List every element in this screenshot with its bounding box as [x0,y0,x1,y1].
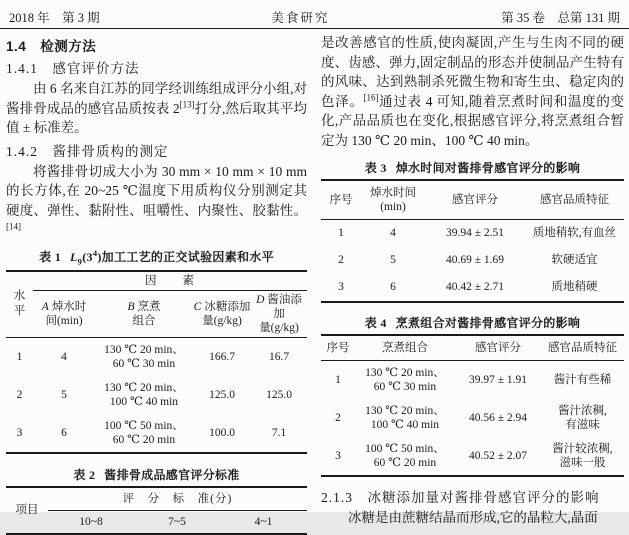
table2-title: 表 2 酱排骨成品感官评分标准 [73,467,240,482]
section-heading-1-4-2: 1.4.2 酱排骨质构的测定 [6,143,169,159]
paragraph-sensory-method [6,79,307,138]
table-row: 1 4 130 ℃ 20 min、 60 ℃ 30 min 166.7 16.7 [6,337,307,376]
table-row: 2 130 ℃ 20 min、 100 ℃ 40 min 40.56 ± 2.94 酱汁浓稠, 有滋味 [321,399,624,437]
citation-14: [14] [6,221,21,232]
cooking-combo: 130 ℃ 20 min、 60 ℃ 30 min [365,366,445,393]
table2 [6,486,307,535]
table1-header-row-1 [6,271,307,291]
paragraph-sugar-intro: 冰糖是由蔗糖结晶而形成,它的晶粒大,晶面 [348,509,598,525]
table-row: 1 130 ℃ 20 min、 60 ℃ 30 min 39.97 ± 1.91 酱汁有些稀 [321,360,624,399]
table-row: 3 6 100 ℃ 50 min、 60 ℃ 20 min 100.0 7.1 [6,414,307,453]
paragraph-text: 通过表 4 可知,随着烹煮时间和温度的变化,产品品质也在变化,根据感官评分,将烹煮组合暂定为 130 ℃ 20 min、100 ℃ 40 min。 [321,93,625,148]
header-volume: 第 35 卷 总第 131 期 [501,11,620,25]
blanching-time-header: 焯水时间 (min) [361,180,425,220]
citation-13: [13] [179,99,195,110]
table2-item-header: 项目 [15,504,39,517]
paragraph-text: 由 6 名来自江苏的同学经训练组成评分小组,对酱排骨成品的感官品质按表 2 [6,81,307,116]
cooking-combo: 130 ℃ 20 min、 100 ℃ 40 min [365,404,445,431]
table1-col-B: B 烹煮 组合 [95,290,193,337]
table4 [321,334,624,477]
paragraph-texture-method [6,162,307,240]
journal-title: 美食研究 [271,11,330,25]
cooking-combo: 130 ℃ 20 min、 60 ℃ 30 min [104,343,184,370]
table1-header-row-2 [6,290,307,337]
table-row: 2 5 130 ℃ 20 min、 100 ℃ 40 min 125.0 125.0 [6,376,307,414]
table1-col-A: A 焯水时 间(min) [33,290,95,337]
header-year-issue: 2018 年 第 3 期 [9,11,100,25]
cooking-combo: 130 ℃ 20 min、 100 ℃ 40 min [104,381,184,408]
quality-feature: 酱汁浓稠, 有滋味 [558,404,607,431]
section-heading-1-4-1: 1.4.1 感官评价方法 [6,61,140,76]
table3-title: 表 3 焯水时间对酱排骨感官评分的影响 [364,160,581,175]
right-column [321,32,624,535]
paragraph-text: 将酱排骨切成大小为 30 mm × 10 mm × 10 mm 的长方体,在 20~25 ℃温度下用质构仪分别测定其硬度、弹性、黏附性、咀嚼性、内聚性、胶黏性。 [6,163,307,218]
table4-title: 表 4 烹煮组合对酱排骨感官评分的影响 [364,315,581,330]
quality-feature: 酱汁较浓稠, 滋味一般 [552,442,613,469]
table1-factor-spanner: 因 素 [33,271,307,291]
section-heading-2-1-3: 2.1.3 冰糖添加量对酱排骨感官评分的影响 [321,489,600,505]
section-heading-1-4: 1.4 检测方法 [6,39,97,54]
table-row: 1 4 39.94 ± 2.51 质地稍软,有血丝 [338,227,617,240]
citation-16: [16] [363,92,379,103]
table2-header-row-1 [6,487,307,511]
table3 [321,179,624,303]
table-row: 3 6 40.42 ± 2.71 质地稍硬 [338,281,598,294]
paragraph-text: 是改善感官的性质,使肉凝固,产生与生肉不同的硬度、齿感、弹力,固定制品的形态并使制品产生特有的风味、达到熟制杀死微生物和寄生虫、稳定肉的色泽。 [321,35,624,109]
cooking-combo: 100 ℃ 50 min、 60 ℃ 20 min [104,419,184,446]
table1-title: 表 1 $L_9(3^4)$加工工艺的正交试验因素和水平 [39,248,274,267]
table1 [6,270,307,454]
table1-label: 表 1 [39,250,62,265]
paragraph-cooking-discussion [321,33,624,151]
orthogonal-notation: L [70,250,78,265]
quality-feature: 酱汁有些稀 [553,373,612,386]
page-body [0,29,629,535]
running-head [0,0,629,29]
table1-col-C: C 冰糖添加 量(g/kg) [193,290,251,337]
table-row: 2 5 40.69 ± 1.69 软硬适宜 [338,254,598,267]
table2-score-spanner: 评 分 标 准(分) [48,487,307,511]
table1-col-D: D 酱油添加 量(g/kg) [251,290,307,337]
table3-header-row: 序号 焯水时间 (min) 感官评分 感官品质特征 [321,180,624,220]
table2-header-row-2: 10~8 7~5 4~1 [79,515,273,528]
left-column [6,32,307,535]
table1-level-header: 水 平 [6,271,33,338]
table4-header-row: 序号 烹煮组合 感官评分 感官品质特征 [321,335,624,361]
table-row: 3 100 ℃ 50 min、 60 ℃ 20 min 40.52 ± 2.07 酱汁较浓稠, 滋味一般 [321,437,624,476]
paragraph-text: 打分,然后取其平均值 ± 标准差。 [6,100,308,136]
cooking-combo: 100 ℃ 50 min、 60 ℃ 20 min [365,442,445,469]
